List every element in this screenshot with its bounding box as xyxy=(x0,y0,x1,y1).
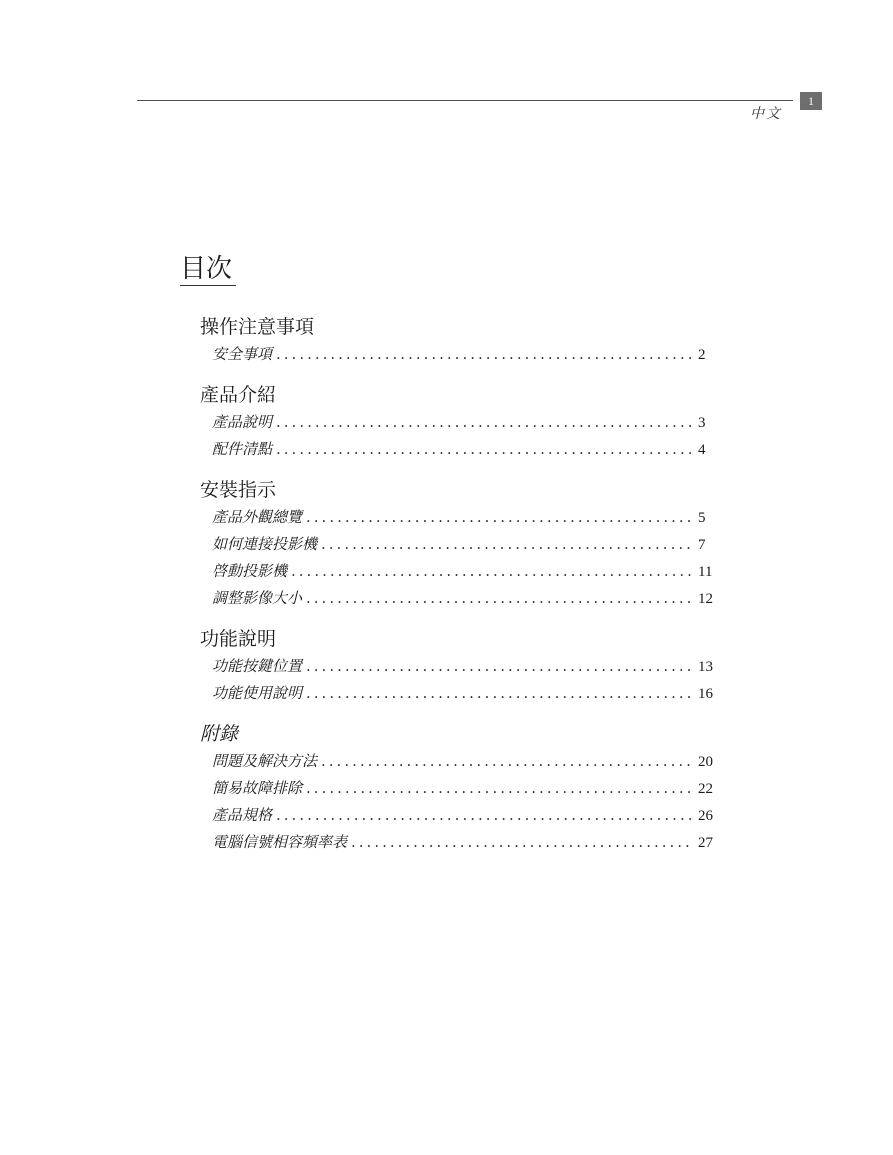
entry-label: 電腦信號相容頻率表 xyxy=(212,833,348,851)
toc-entry[interactable] xyxy=(200,504,716,531)
dot-leader xyxy=(321,748,692,775)
toc-entry[interactable] xyxy=(200,341,716,368)
section-heading: 附錄 xyxy=(200,723,239,745)
dot-leader xyxy=(306,585,692,612)
entry-label: 安全事項 xyxy=(212,345,273,363)
header-rule xyxy=(137,100,793,101)
toc-sections xyxy=(200,313,716,869)
toc-section xyxy=(200,625,716,707)
section-heading: 產品介紹 xyxy=(200,384,277,406)
toc-section xyxy=(200,313,716,368)
toc-title: 目次 xyxy=(180,254,236,286)
dot-leader xyxy=(321,531,692,558)
toc-section xyxy=(200,720,716,856)
toc-entry[interactable] xyxy=(200,653,716,680)
entry-label: 功能按鍵位置 xyxy=(212,657,303,675)
header-language: 中文 xyxy=(750,106,782,122)
entry-label: 產品規格 xyxy=(212,806,273,824)
toc-entry[interactable] xyxy=(200,748,716,775)
toc-entry[interactable] xyxy=(200,802,716,829)
toc-entry[interactable] xyxy=(200,680,716,707)
entry-label: 功能使用說明 xyxy=(212,684,303,702)
entry-label: 產品外觀總覽 xyxy=(212,508,303,526)
toc-section xyxy=(200,381,716,463)
entry-page-number: 7 xyxy=(698,537,706,553)
dot-leader xyxy=(351,829,692,856)
toc-entry[interactable] xyxy=(200,531,716,558)
dot-leader xyxy=(306,775,692,802)
page-number-badge: 1 xyxy=(800,92,822,110)
entry-label: 調整影像大小 xyxy=(212,589,303,607)
toc-entry[interactable] xyxy=(200,585,716,612)
toc-entry[interactable] xyxy=(200,829,716,856)
dot-leader xyxy=(306,504,692,531)
entry-page-number: 26 xyxy=(698,808,713,824)
dot-leader xyxy=(306,653,692,680)
entry-page-number: 4 xyxy=(698,442,706,458)
dot-leader xyxy=(276,802,692,829)
toc-entry[interactable] xyxy=(200,558,716,585)
entry-label: 產品說明 xyxy=(212,413,273,431)
entry-page-number: 16 xyxy=(698,686,713,702)
section-heading: 安裝指示 xyxy=(200,479,277,501)
entry-label: 問題及解決方法 xyxy=(212,752,318,770)
section-heading: 操作注意事項 xyxy=(200,316,315,338)
toc-entry[interactable] xyxy=(200,436,716,463)
section-heading: 功能說明 xyxy=(200,628,277,650)
dot-leader xyxy=(276,341,692,368)
toc-entry[interactable] xyxy=(200,409,716,436)
entry-label: 啓動投影機 xyxy=(212,562,288,580)
entry-label: 簡易故障排除 xyxy=(212,779,303,797)
entry-page-number: 11 xyxy=(698,564,713,580)
entry-label: 配件清點 xyxy=(212,440,273,458)
toc-section xyxy=(200,476,716,612)
dot-leader xyxy=(291,558,692,585)
entry-page-number: 5 xyxy=(698,510,706,526)
entry-label: 如何連接投影機 xyxy=(212,535,318,553)
entry-page-number: 20 xyxy=(698,754,713,770)
dot-leader xyxy=(276,409,692,436)
entry-page-number: 22 xyxy=(698,781,713,797)
toc-entry[interactable] xyxy=(200,775,716,802)
entry-page-number: 13 xyxy=(698,659,713,675)
entry-page-number: 2 xyxy=(698,347,706,363)
entry-page-number: 3 xyxy=(698,415,706,431)
dot-leader xyxy=(276,436,692,463)
dot-leader xyxy=(306,680,692,707)
entry-page-number: 12 xyxy=(698,591,713,607)
entry-page-number: 27 xyxy=(698,835,713,851)
